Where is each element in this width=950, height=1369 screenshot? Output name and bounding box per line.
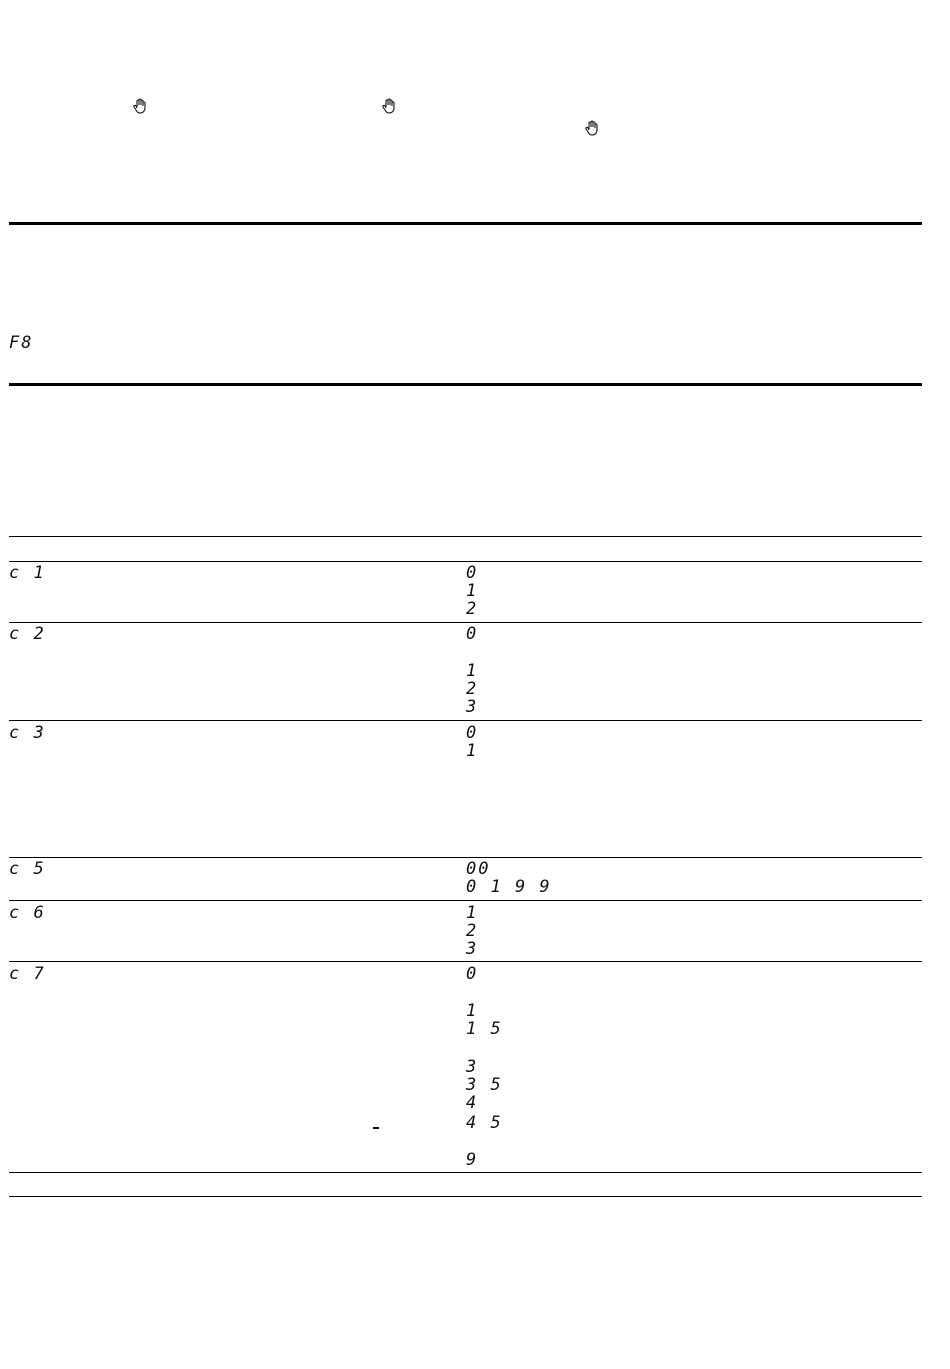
table-row-rule xyxy=(9,857,922,858)
fault-code: F8 xyxy=(9,333,34,353)
table-header-rule xyxy=(9,561,922,562)
setting-value: 0 xyxy=(466,964,479,984)
setting-value: 2 xyxy=(466,921,479,941)
setting-code: c 6 xyxy=(9,903,46,923)
setting-value: 1 xyxy=(466,741,479,761)
setting-value: 3 5 xyxy=(466,1075,503,1095)
table-row-rule xyxy=(9,961,922,962)
setting-value: 0 xyxy=(466,563,479,583)
setting-value: 2 xyxy=(466,679,479,699)
setting-value: 9 xyxy=(466,1150,479,1170)
setting-value: 3 xyxy=(466,1057,479,1077)
hand-icon xyxy=(585,120,599,136)
table-row-rule xyxy=(9,1172,922,1173)
section-divider xyxy=(9,222,922,225)
setting-value: 1 xyxy=(466,581,479,601)
setting-code: c 2 xyxy=(9,624,46,644)
table-bottom-rule xyxy=(9,1196,922,1197)
dash-mark xyxy=(373,1127,379,1129)
setting-value: 3 xyxy=(466,697,479,717)
setting-value: 0 xyxy=(466,624,479,644)
setting-code: c 1 xyxy=(9,563,46,583)
hand-icon xyxy=(382,98,396,114)
section-divider xyxy=(9,383,922,386)
setting-value: 1 xyxy=(466,1001,479,1021)
table-top-rule xyxy=(9,536,922,537)
setting-value: 1 xyxy=(466,903,479,923)
setting-value: 1 xyxy=(466,661,479,681)
table-row-rule xyxy=(9,720,922,721)
setting-value: 0 1 9 9 xyxy=(466,877,552,897)
table-row-rule xyxy=(9,900,922,901)
setting-code: c 3 xyxy=(9,723,46,743)
setting-value: 4 5 xyxy=(466,1113,503,1133)
setting-code: c 5 xyxy=(9,859,46,879)
setting-code: c 7 xyxy=(9,964,46,984)
table-row-rule xyxy=(9,622,922,623)
setting-value: 3 xyxy=(466,939,479,959)
setting-value: 4 xyxy=(466,1093,479,1113)
hand-icon xyxy=(133,98,147,114)
setting-value: 2 xyxy=(466,599,479,619)
setting-value: 1 5 xyxy=(466,1019,503,1039)
setting-value: 00 xyxy=(466,859,491,879)
setting-value: 0 xyxy=(466,723,479,743)
